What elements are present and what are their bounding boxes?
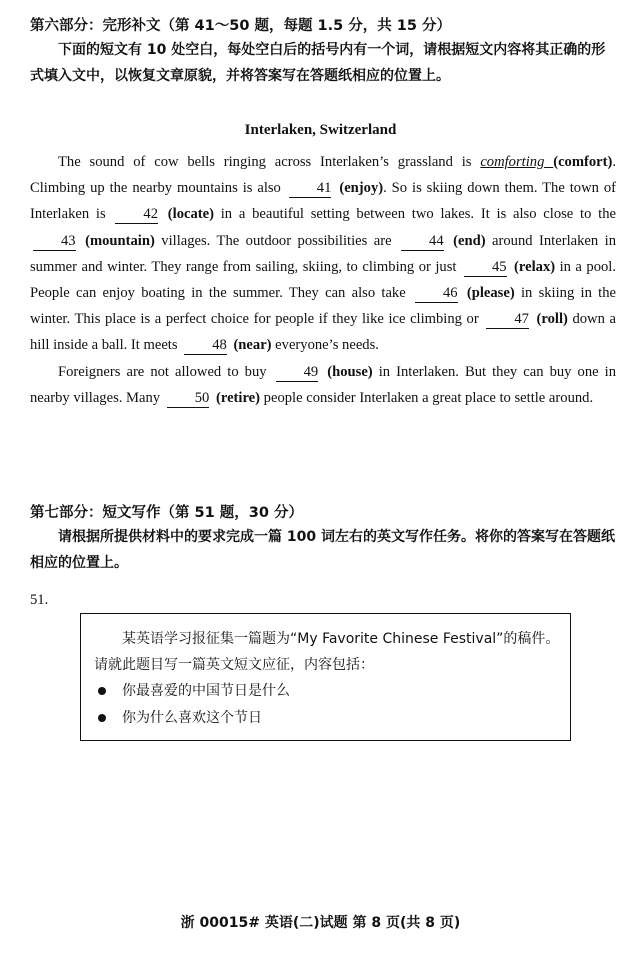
- text-segment: in a beautiful setting between two lakes. It is also close to the: [213, 206, 616, 223]
- passage-paragraph-1: [30, 149, 616, 359]
- example-hint: (comfort): [553, 154, 613, 170]
- blank-49: 49: [276, 364, 319, 382]
- list-item: [94, 705, 560, 732]
- passage-paragraph-2: [30, 359, 616, 411]
- text-segment: in skiing in the winter. This place is a perfect choice for people if they like ice climbing or: [30, 285, 616, 328]
- text-segment: . So is skiing down them. The town of Interlaken is: [30, 180, 617, 223]
- hint-47: (roll): [536, 311, 568, 328]
- prompt-bullet-list: [94, 678, 560, 732]
- text-segment: villages. The outdoor possibilities are: [154, 232, 399, 249]
- example-answer: comforting: [480, 154, 554, 170]
- passage: [30, 149, 616, 411]
- blank-46: 46: [415, 285, 458, 303]
- text-segment: in Interlaken. But they can buy one in nearby villages. Many: [30, 363, 616, 406]
- hint-43: (mountain): [85, 232, 155, 249]
- blank-43: 43: [33, 233, 76, 251]
- hint-42: (locate): [167, 206, 214, 223]
- part6-instruction: 下面的短文有 10 处空白，每处空白后的括号内有一个词，请根据短文内容将其正确的形式填入文中，以恢复文章原貌，并将答案写在答题纸相应的位置上。: [30, 42, 606, 84]
- text-segment: around Interlaken in summer and winter. They range from sailing, skiing, to climbing or just: [30, 232, 616, 275]
- hint-49: (house): [327, 363, 373, 380]
- text-segment: in a pool. People can enjoy boating in the summer. They can also take: [30, 258, 616, 302]
- text-segment: . Climbing up the nearby mountains is also: [30, 154, 617, 197]
- bullet-text: 你为什么喜欢这个节日: [122, 710, 262, 726]
- blank-41: 41: [289, 180, 332, 198]
- blank-45: 45: [464, 259, 507, 277]
- bullet-icon: [98, 714, 106, 722]
- hint-44: (end): [453, 232, 486, 249]
- blank-48: 48: [184, 337, 227, 355]
- hint-48: (near): [233, 337, 272, 354]
- blank-47: 47: [486, 311, 529, 329]
- blank-42: 42: [115, 206, 158, 224]
- hint-41: (enjoy): [339, 180, 384, 197]
- passage-title: Interlaken, Switzerland: [244, 122, 397, 138]
- writing-prompt-box: [80, 613, 571, 741]
- list-item: [94, 678, 560, 705]
- question-number: 51.: [30, 592, 49, 608]
- blank-50: 50: [167, 390, 210, 408]
- text-segment: everyone’s needs.: [271, 337, 379, 354]
- hint-45: (relax): [514, 258, 556, 275]
- part7-heading: 第七部分：短文写作（第 51 题，30 分）: [30, 505, 303, 521]
- blank-44: 44: [401, 233, 444, 251]
- prompt-line-1: 某英语学习报征集一篇题为“My Favorite Chinese Festival”的稿件。: [122, 631, 560, 647]
- text-segment: people consider Interlaken a great place to settle around.: [260, 389, 594, 406]
- text-segment: down a hill inside a ball. It meets: [30, 311, 616, 354]
- text-segment: Foreigners are not allowed to buy: [58, 363, 273, 380]
- text-segment: The sound of cow bells ringing across Interlaken’s grassland is: [58, 154, 481, 170]
- part6-heading: 第六部分：完形补文（第 41～50 题，每题 1.5 分，共 15 分）: [30, 18, 452, 34]
- hint-50: (retire): [216, 389, 261, 406]
- prompt-line-2: 请就此题目写一篇英文短文应征，内容包括：: [94, 657, 374, 673]
- page-footer: 浙 00015# 英语(二)试题 第 8 页(共 8 页): [180, 915, 461, 931]
- bullet-text: 你最喜爱的中国节日是什么: [122, 683, 290, 699]
- part7-instruction: 请根据所提供材料中的要求完成一篇 100 词左右的英文写作任务。将你的答案写在答题纸相应的位置上。: [30, 529, 615, 571]
- hint-46: (please): [466, 285, 515, 302]
- bullet-icon: [98, 687, 106, 695]
